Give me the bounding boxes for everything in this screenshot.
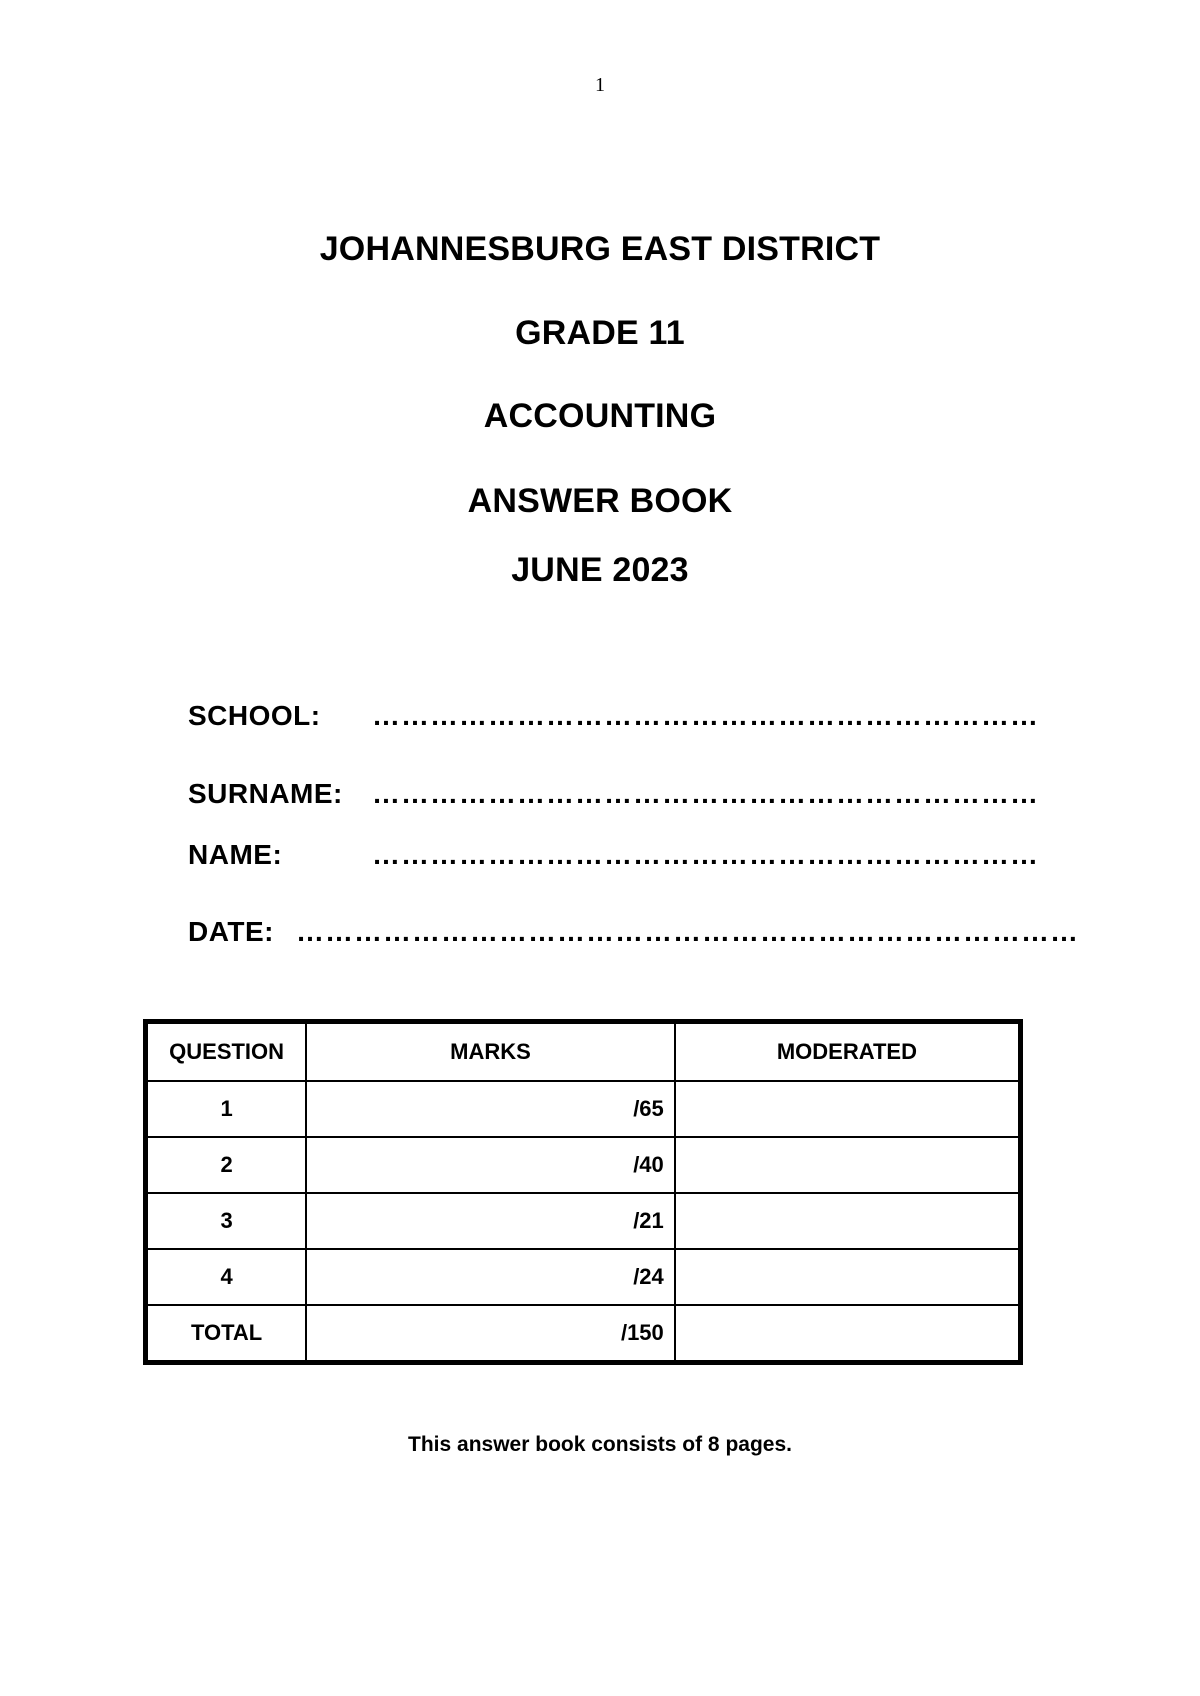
marks-cell[interactable]: /65 [306,1081,675,1137]
page-number: 1 [595,74,605,96]
total-marks-cell[interactable]: /150 [306,1305,675,1363]
marks-cell[interactable]: /40 [306,1137,675,1193]
question-column-header: QUESTION [146,1022,307,1082]
subject-heading: ACCOUNTING [483,397,717,435]
school-label: SCHOOL: [188,700,321,731]
table-row [146,1249,1021,1305]
question-cell: 3 [146,1193,307,1249]
school-field [188,700,1039,732]
moderated-cell[interactable] [675,1249,1021,1305]
name-label: NAME: [188,839,283,870]
table-header-row [146,1022,1021,1082]
date-label: DATE: [188,916,274,947]
date-field [188,916,1079,948]
question-cell: 2 [146,1137,307,1193]
moderated-cell[interactable] [675,1137,1021,1193]
marks-column-header: MARKS [306,1022,675,1082]
school-input-line[interactable]: …………………………………………………………… [372,700,1039,731]
session-heading: JUNE 2023 [511,551,689,589]
surname-label: SURNAME: [188,778,343,809]
table-row [146,1193,1021,1249]
moderated-cell[interactable] [675,1193,1021,1249]
total-moderated-cell[interactable] [675,1305,1021,1363]
total-label-cell: TOTAL [146,1305,307,1363]
total-row [146,1305,1021,1363]
name-input-line[interactable]: …………………………………………………………… [372,839,1039,870]
surname-field [188,778,1039,810]
question-cell: 1 [146,1081,307,1137]
grade-heading: GRADE 11 [515,314,685,352]
page-count-note: This answer book consists of 8 pages. [408,1433,792,1456]
marks-cell[interactable]: /21 [306,1193,675,1249]
name-field [188,839,1039,871]
surname-input-line[interactable]: …………………………………………………………… [372,778,1039,809]
marks-table [143,1019,1023,1365]
answer-book-heading: ANSWER BOOK [467,482,733,520]
date-input-line[interactable]: ……………………………………………………………………… [296,916,1079,947]
moderated-cell[interactable] [675,1081,1021,1137]
question-cell: 4 [146,1249,307,1305]
table-row [146,1137,1021,1193]
marks-cell[interactable]: /24 [306,1249,675,1305]
table-row [146,1081,1021,1137]
moderated-column-header: MODERATED [675,1022,1021,1082]
district-heading: JOHANNESBURG EAST DISTRICT [319,230,881,268]
